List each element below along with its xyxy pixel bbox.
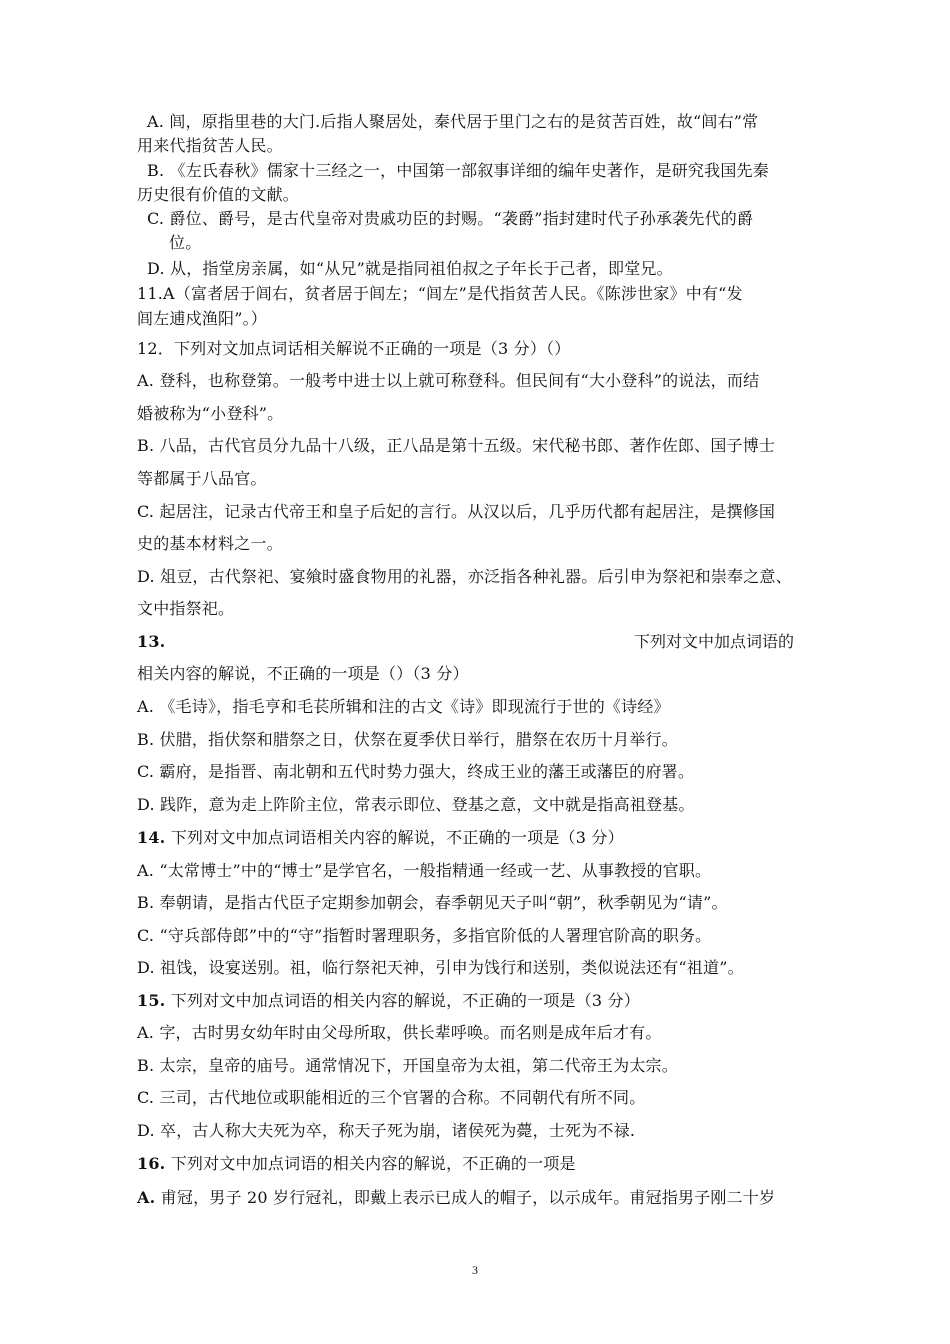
q12-option-a-line2: 婚被称为“小登科”。 bbox=[137, 404, 284, 423]
q16-number: 16. bbox=[137, 1154, 166, 1173]
q12-option-b-line2: 等都属于八品官。 bbox=[137, 469, 267, 488]
q10-option-b-line2: 历史很有价值的文献。 bbox=[137, 185, 300, 204]
q15-stem-text: 下列对文中加点词语的相关内容的解说，不正确的一项是（3 分） bbox=[165, 991, 640, 1010]
q14-number: 14. bbox=[137, 828, 166, 847]
q16-stem-text: 下列对文中加点词语的相关内容的解说，不正确的一项是 bbox=[165, 1154, 576, 1173]
q13-option-a: A. 《毛诗》，指毛亨和毛苌所辑和注的古文《诗》即现流行于世的《诗经》 bbox=[137, 697, 670, 716]
page-number: 3 bbox=[472, 1263, 478, 1277]
q10-option-a-line1: A. 闾，原指里巷的大门.后指人聚居处，秦代居于里门之右的是贫苦百姓，故“闾右”常 bbox=[147, 112, 759, 131]
q13-option-d: D. 践阼，意为走上阼阶主位，常表示即位、登基之意，文中就是指高祖登基。 bbox=[137, 795, 695, 814]
q14-stem-text: 下列对文中加点词语相关内容的解说，不正确的一项是（3 分） bbox=[165, 828, 624, 847]
q10-option-a-line2: 用来代指贫苦人民。 bbox=[137, 136, 283, 155]
q15-option-b: B. 太宗，皇帝的庙号。通常情况下，开国皇帝为太祖，第二代帝王为太宗。 bbox=[137, 1056, 678, 1075]
q13-stem-continued: 相关内容的解说，不正确的一项是（）（3 分） bbox=[137, 664, 469, 683]
q13-stem-right: 下列对文中加点词语的 bbox=[634, 632, 795, 651]
answer-11-line1: 11.A（富者居于闾右，贫者居于闾左；“闾左”是代指贫苦人民。《陈涉世家》中有“发 bbox=[137, 284, 743, 303]
q12-option-d-line2: 文中指祭祀。 bbox=[137, 599, 235, 618]
q12-option-b-line1: B. 八品，古代官员分九品十八级，正八品是第十五级。宋代秘书郎、著作佐郎、国子博士 bbox=[137, 436, 776, 455]
q13-option-b: B. 伏腊，指伏祭和腊祭之日，伏祭在夏季伏日举行，腊祭在农历十月举行。 bbox=[137, 730, 678, 749]
q16-option-a bbox=[137, 1188, 817, 1208]
q10-option-c-line1: C. 爵位、爵号，是古代皇帝对贵戚功臣的封赐。“袭爵”指封建时代子孙承袭先代的爵 bbox=[147, 209, 754, 228]
q15-option-d: D. 卒，古人称大夫死为卒，称天子死为崩，诸侯死为薨，士死为不禄. bbox=[137, 1121, 636, 1140]
q16-stem bbox=[137, 1154, 817, 1174]
q14-option-d: D. 祖饯，设宴送别。祖，临行祭祀天神，引申为饯行和送别，类似说法还有“祖道”。 bbox=[137, 958, 744, 977]
q13-number: 13. bbox=[137, 632, 166, 651]
answer-11-line2: 闾左逋戍渔阳”。） bbox=[137, 309, 267, 328]
q14-stem bbox=[137, 828, 817, 848]
q10-option-d-line1: D. 从，指堂房亲属，如“从兄”就是指同祖伯叔之子年长于己者，即堂兄。 bbox=[147, 259, 673, 278]
q12-option-a-line1: A. 登科，也称登第。一般考中进士以上就可称登科。但民间有“大小登科”的说法，而结 bbox=[137, 371, 760, 390]
q12-option-c-line2: 史的基本材料之一。 bbox=[137, 534, 283, 553]
q10-option-b-line1: B. 《左氏春秋》儒家十三经之一，中国第一部叙事详细的编年史著作，是研究我国先秦 bbox=[147, 161, 769, 180]
q16-option-a-text: 甫冠，男子 20 岁行冠礼，即戴上表示已成人的帽子，以示成年。甫冠指男子刚二十岁 bbox=[155, 1188, 776, 1207]
q15-option-a: A. 字，古时男女幼年时由父母所取，供长辈呼唤。而名则是成年后才有。 bbox=[137, 1023, 662, 1042]
q14-option-b: B. 奉朝请，是指古代臣子定期参加朝会，春季朝见天子叫“朝”，秋季朝见为“请”。 bbox=[137, 893, 728, 912]
q12-stem: 12．下列对文加点词话相关解说不正确的一项是（3 分）（） bbox=[137, 339, 571, 358]
q10-option-c-line2: 位。 bbox=[169, 233, 202, 252]
q15-stem bbox=[137, 991, 817, 1011]
q15-option-c: C. 三司，古代地位或职能相近的三个官署的合称。不同朝代有所不同。 bbox=[137, 1088, 646, 1107]
q13-option-c: C. 霸府，是指晋、南北朝和五代时势力强大，终成王业的藩王或藩臣的府署。 bbox=[137, 762, 695, 781]
q12-option-c-line1: C. 起居注，记录古代帝王和皇子后妃的言行。从汉以后，几乎历代都有起居注，是撰修国 bbox=[137, 502, 776, 521]
q14-option-c: C. “守兵部侍郎”中的“守”指暂时署理职务，多指官阶低的人署理官阶高的职务。 bbox=[137, 926, 712, 945]
q15-number: 15. bbox=[137, 991, 166, 1010]
q14-option-a: A. “太常博士”中的“博士”是学官名，一般指精通一经或一艺、从事教授的官职。 bbox=[137, 861, 712, 880]
q12-option-d-line1: D. 俎豆，古代祭祀、宴飨时盛食物用的礼器，亦泛指各种礼器。后引申为祭祀和崇奉之意、 bbox=[137, 567, 792, 586]
q16-option-a-label: A. bbox=[137, 1188, 156, 1207]
